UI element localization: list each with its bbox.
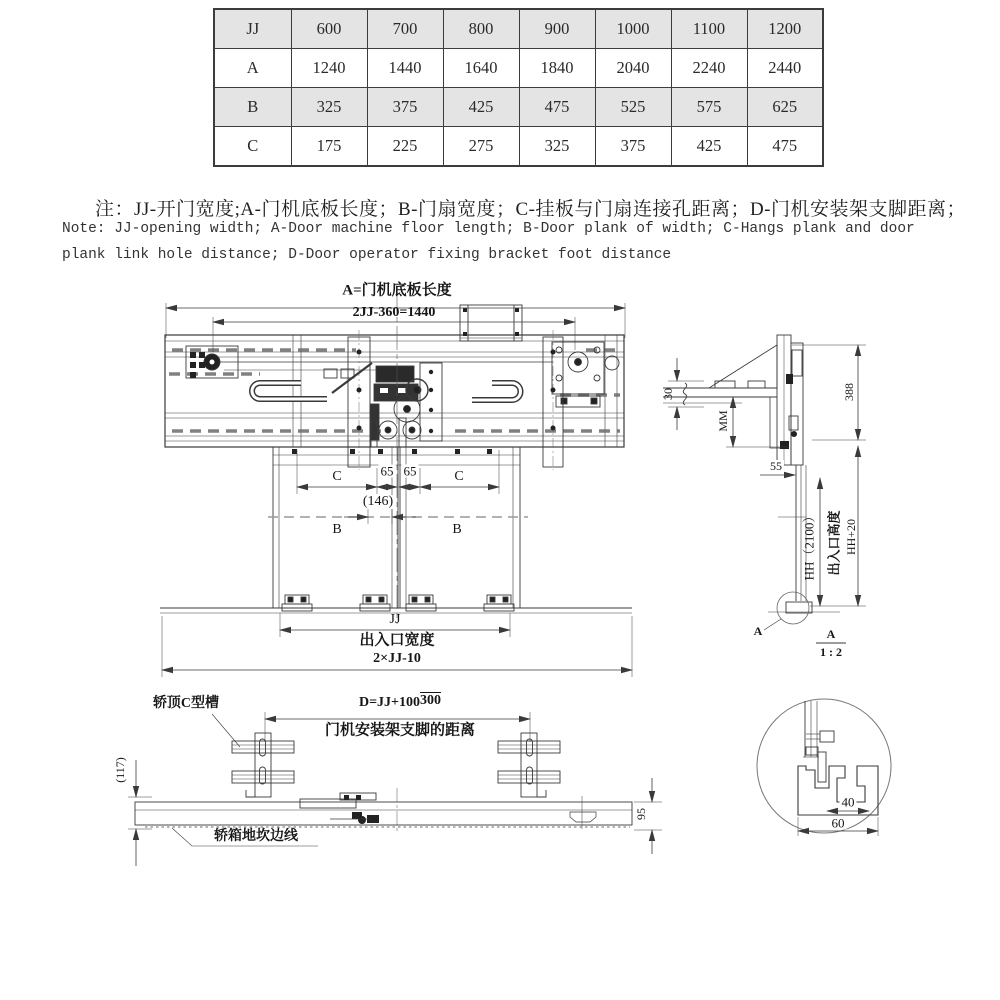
dim-label-jj: JJ [389, 612, 401, 627]
dim-label-c-right: C [454, 469, 464, 484]
table-cell: 425 [443, 88, 519, 127]
dim-label-d-formula [358, 693, 442, 710]
table-cell: C [214, 127, 291, 167]
detail-ref-label: A [753, 624, 763, 638]
break-symbol [683, 383, 686, 405]
dim-label-c-left: C [332, 469, 342, 484]
dim-label-40: 40 [841, 794, 855, 810]
guide-shoe-blade [818, 752, 826, 782]
dim-label-b-left: B [332, 522, 342, 537]
drive-mechanism [324, 363, 442, 447]
table-cell: 425 [671, 127, 747, 167]
label-bracket-foot-distance: 门机安装架支脚的距离 [324, 722, 476, 739]
label-entrance-height: 出入口高度 [826, 510, 842, 576]
table-cell: 1240 [291, 49, 367, 88]
table-cell: 2240 [671, 49, 747, 88]
mounting-bracket [709, 345, 777, 388]
d-formula-sup: 300 [420, 693, 442, 708]
dim-label-65-right: 65 [403, 463, 417, 479]
scale-ref-value: 1 : 2 [820, 645, 842, 659]
dim-label-b-right: B [452, 522, 462, 537]
table-cell: 625 [747, 88, 823, 127]
dim-117 [128, 760, 152, 866]
table-cell: 475 [519, 88, 595, 127]
table-cell: 575 [671, 88, 747, 127]
label-sill-edge: 轿箱地坎边线 [214, 829, 298, 844]
side-view [663, 335, 866, 643]
table-cell: 525 [595, 88, 671, 127]
table-cell: 325 [291, 88, 367, 127]
note-english-line2: plank link hole distance; D-Door operator fixing bracket foot distance [62, 247, 672, 263]
table-cell: 900 [519, 9, 595, 49]
dim-label-95: 95 [634, 808, 648, 820]
table-cell: 225 [367, 127, 443, 167]
note-chinese: 注：JJ-开门宽度;A-门机底板长度；B-门扇宽度；C-挂板与门扇连接孔距离；D-门机安装架支脚距离； [95, 199, 966, 220]
sill-profile [798, 766, 878, 815]
table-cell: A [214, 49, 291, 88]
table-cell: JJ [214, 9, 291, 49]
controller-box [460, 305, 522, 341]
table-cell: 600 [291, 9, 367, 49]
dim-label-30: 30 [661, 388, 675, 400]
table-cell: 1640 [443, 49, 519, 88]
c-channel-bracket-left [232, 733, 294, 797]
dim-label-388: 388 [842, 383, 856, 401]
table-cell: 800 [443, 9, 519, 49]
table-cell: 1100 [671, 9, 747, 49]
table-cell: 275 [443, 127, 519, 167]
table-cell: 475 [747, 127, 823, 167]
header-base-plate [135, 788, 632, 832]
shoe-bolt [820, 731, 834, 742]
dim-label-117: (117) [113, 757, 127, 783]
note-english-line1: Note: JJ-opening width; A-Door machine floor length; B-Door plank of width; C-Hangs plank and door [62, 221, 915, 237]
detail-view [757, 699, 891, 836]
table-cell: 1440 [367, 49, 443, 88]
table-cell: 1200 [747, 9, 823, 49]
dim-label-hh20: HH+20 [844, 518, 858, 556]
table-cell: 325 [519, 127, 595, 167]
dim-label-60: 60 [831, 815, 845, 831]
table-cell: B [214, 88, 291, 127]
table-cell: 1840 [519, 49, 595, 88]
table-cell: 375 [595, 127, 671, 167]
dim-label-belt-span: 2JJ-360=1440 [352, 305, 436, 320]
table-cell: 2440 [747, 49, 823, 88]
table-cell: 1000 [595, 9, 671, 49]
dim-label-mm: MM [716, 410, 730, 432]
label-exit-width-formula: 2×JJ-10 [373, 651, 421, 666]
label-exit-width: 出入口宽度 [359, 632, 435, 649]
dim-label-65-left: 65 [380, 463, 394, 479]
label-c-channel: 轿顶C型槽 [152, 696, 220, 711]
table-cell: 175 [291, 127, 367, 167]
table-cell: 2040 [595, 49, 671, 88]
dim-label-55: 55 [770, 459, 782, 473]
c-channel-bracket-right [498, 733, 560, 797]
scale-ref-name: A [826, 627, 836, 641]
dim-label-hh: HH（2100） [801, 509, 817, 581]
dim-label-floor-length: A=门机底板长度 [342, 282, 452, 299]
detail-callout-circle [777, 592, 809, 624]
table-cell: 700 [367, 9, 443, 49]
table-cell: 375 [367, 88, 443, 127]
d-formula-base: D=JJ+100 [358, 695, 421, 710]
dim-label-146: (146) [362, 494, 394, 509]
